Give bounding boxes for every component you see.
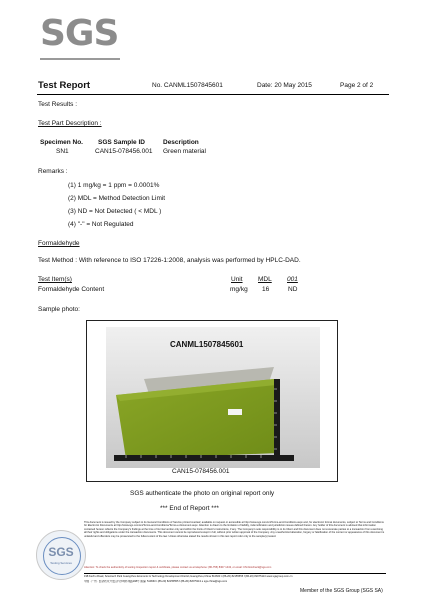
mdl-value: 16 xyxy=(262,286,270,293)
member-note: Member of the SGS Group (SGS SA) xyxy=(300,588,383,594)
sgs-seal xyxy=(36,530,86,580)
sgs-logo: SGS xyxy=(40,13,119,54)
header-rule xyxy=(37,94,389,95)
remark-item: (2) MDL = Method Detection Limit xyxy=(68,195,166,202)
col-specimen-no: Specimen No. xyxy=(40,139,83,146)
description-value: Green material xyxy=(163,148,206,155)
col-description: Description xyxy=(163,139,199,146)
test-method: Test Method : With reference to ISO 17226-1:2008, analysis was performed by HPLC-DAD. xyxy=(38,257,301,264)
seal-text: SGS xyxy=(48,545,74,559)
specimen-no-value: SN1 xyxy=(56,148,69,155)
report-title: Test Report xyxy=(38,80,91,91)
report-number: No. CANML1507845601 xyxy=(152,82,223,89)
authenticate-note: SGS authenticate the photo on original report only xyxy=(130,490,275,497)
unit-value: mg/kg xyxy=(230,286,248,293)
sample-photo-label: Sample photo: xyxy=(38,306,80,313)
seal-subtext: Testing Services xyxy=(50,561,72,565)
section-title: Formaldehyde xyxy=(38,240,80,247)
footer-address-cn: 中国 · 广州 · 经济技术开发区科学城科珠路198号 邮编: 510663 t (86-20) 82155555 f (86-20) 82075113 e sgs.china@sgs.com xyxy=(84,580,228,583)
footer-address-en: 198 Kezhu Road, Scientech Park Guangzhou Economic & Technology Development District,Guangzhou,China 510663 t (86-20) 82155555 f (86-20) 82075113 www.sgsgroup.com.cn xyxy=(84,575,293,578)
remark-item: (3) ND = Not Detected ( < MDL ) xyxy=(68,208,162,215)
test-item-value: Formaldehyde Content xyxy=(38,286,105,293)
sample-id-value: CAN15-078456.001 xyxy=(95,148,153,155)
col-sample-id: SGS Sample ID xyxy=(98,139,145,146)
photo-caption-top: CANML1507845601 xyxy=(170,340,244,349)
page-number: Page 2 of 2 xyxy=(340,82,374,89)
remark-item: (4) "-" = Not Regulated xyxy=(68,221,134,228)
test-results-heading: Test Results : xyxy=(38,101,78,108)
footer-rule xyxy=(84,573,386,574)
col-unit: Unit xyxy=(231,276,243,283)
remarks-heading: Remarks : xyxy=(38,168,68,175)
report-date: Date: 20 May 2015 xyxy=(257,82,312,89)
photo-caption-bottom: CAN15-078456.001 xyxy=(172,468,230,475)
end-of-report: *** End of Report *** xyxy=(160,505,219,512)
footer-attention: Attention: To check the authenticity of testing /inspection report & certificate, please contact us at telephone: (86-755) 8307 1443, or email: CN.Doccheck@sgs.com xyxy=(84,566,272,569)
result-value: ND xyxy=(288,286,298,293)
footer-disclaimer: This document is issued by the Company subject to its General Conditions of Service printed overleaf, available on request or accessible at http://www.sgs.com/en/Terms-and-Conditions.aspx and, for electronic format documents, subject to Terms and Conditions for Electronic Documents at http://www.sgs.com/en/Terms-and-Conditions/Terms-e-Document.aspx. Attention is drawn to the limitation of liability, indemnification and jurisdiction issues defined therein. Any holder of this document is advised that information contained hereon reflects the Company's findings at the time of its intervention only and within the limits of Client's instructions, if any. The Company's sole responsibility is to its Client and this document does not exonerate parties to a transaction from exercising all their rights and obligations under the transaction documents. This document cannot be reproduced except in full, without prior written approval of the Company. Any unauthorized alteration, forgery or falsification of the content or appearance of this document is unlawful and offenders may be prosecuted to the fullest extent of the law. Unless otherwise stated the results shown in this test report refer only to the sample(s) tested. xyxy=(84,521,385,538)
col-test-items: Test Item(s) xyxy=(38,276,72,283)
part-description-heading: Test Part Description : xyxy=(38,120,102,127)
remark-item: (1) 1 mg/kg = 1 ppm = 0.0001% xyxy=(68,182,160,189)
col-mdl: MDL xyxy=(258,276,272,283)
col-sample-001: 001 xyxy=(287,276,298,283)
logo-underline xyxy=(40,58,120,60)
